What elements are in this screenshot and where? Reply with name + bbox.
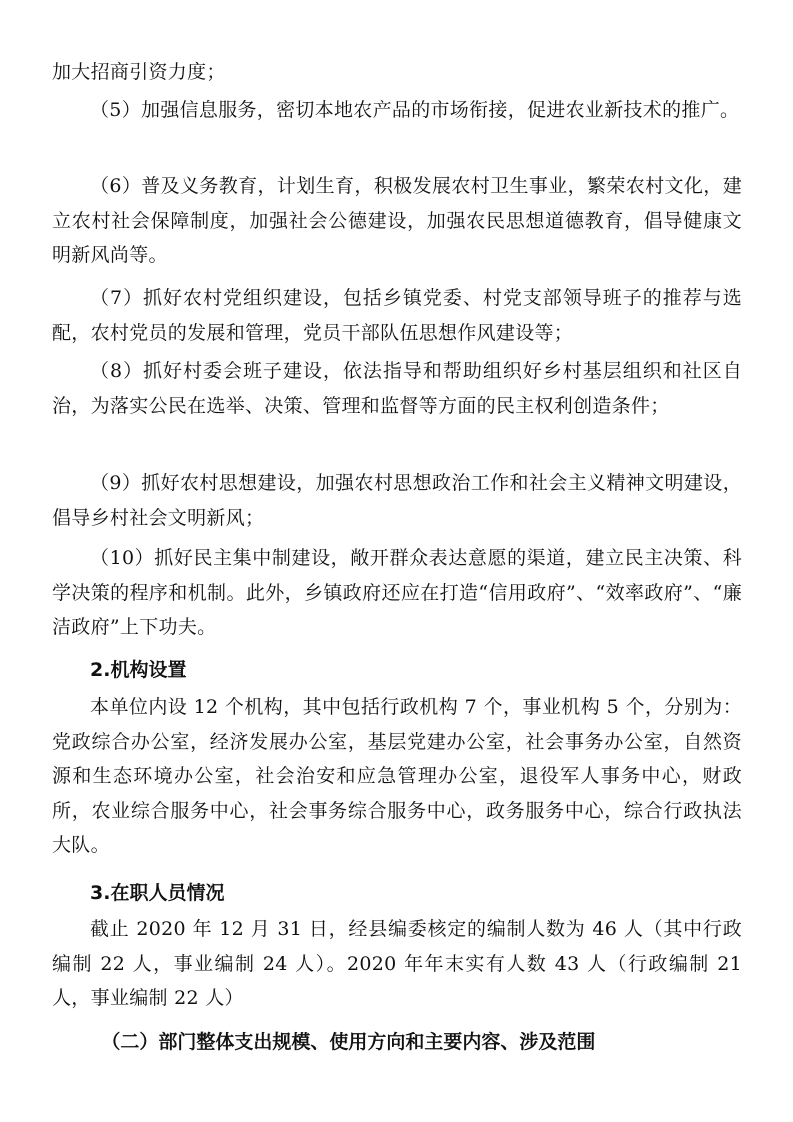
heading-institution-setup: 2.机构设置 [90,659,187,681]
heading-section-expenditure: （二）部门整体支出规模、使用方向和主要内容、涉及范围 [101,1031,596,1053]
paragraph-staff: 截止 2020 年 12 月 31 日，经县编委核定的编制人数为 46 人（其中行政编制 22 人，事业编制 24 人）。2020 年年末实有人数 43 人（行政编制 21 人，事业编制 22 人） [52,918,742,1009]
paragraph-item-10: （10）抓好民主集中制建设，敞开群众表达意愿的渠道，建立民主决策、科学决策的程序和机制。此外，乡镇政府还应在打造“信用政府”、“效率政府”、“廉洁政府”上下功夫。 [52,547,742,638]
paragraph-institutions: 本单位内设 12 个机构，其中包括行政机构 7 个，事业机构 5 个，分别为：党政综合办公室，经济发展办公室，基层党建办公室，社会事务办公室，自然资源和生态环境办公室，社会治安和应急管理办公室，退役军人事务中心，财政所，农业综合服务中心，社会事务综合服务中心，政务服务中心，综合行政执法大队。 [52,696,742,856]
paragraph-item-9: （9）抓好农村思想建设，加强农村思想政治工作和社会主义精神文明建设，倡导乡村社会文明新风； [52,472,742,529]
paragraph-item-7: （7）抓好农村党组织建设，包括乡镇党委、村党支部领导班子的推荐与选配，农村党员的发展和管理，党员干部队伍思想作风建设等； [52,287,742,344]
heading-staff-status: 3.在职人员情况 [90,882,225,904]
paragraph-item-5: （5）加强信息服务，密切本地农产品的市场衔接，促进农业新技术的推广。 [90,99,740,121]
paragraph-item-8: （8）抓好村委会班子建设，依法指导和帮助组织好乡村基层组织和社区自治，为落实公民在选举、决策、管理和监督等方面的民主权利创造条件； [52,360,742,417]
paragraph-item-6: （6）普及义务教育，计划生育，积极发展农村卫生事业，繁荣农村文化，建立农村社会保障制度，加强社会公德建设，加强农民思想道德教育，倡导健康文明新风尚等。 [52,175,742,266]
paragraph-item-4-end: 加大招商引资力度； [52,61,226,83]
